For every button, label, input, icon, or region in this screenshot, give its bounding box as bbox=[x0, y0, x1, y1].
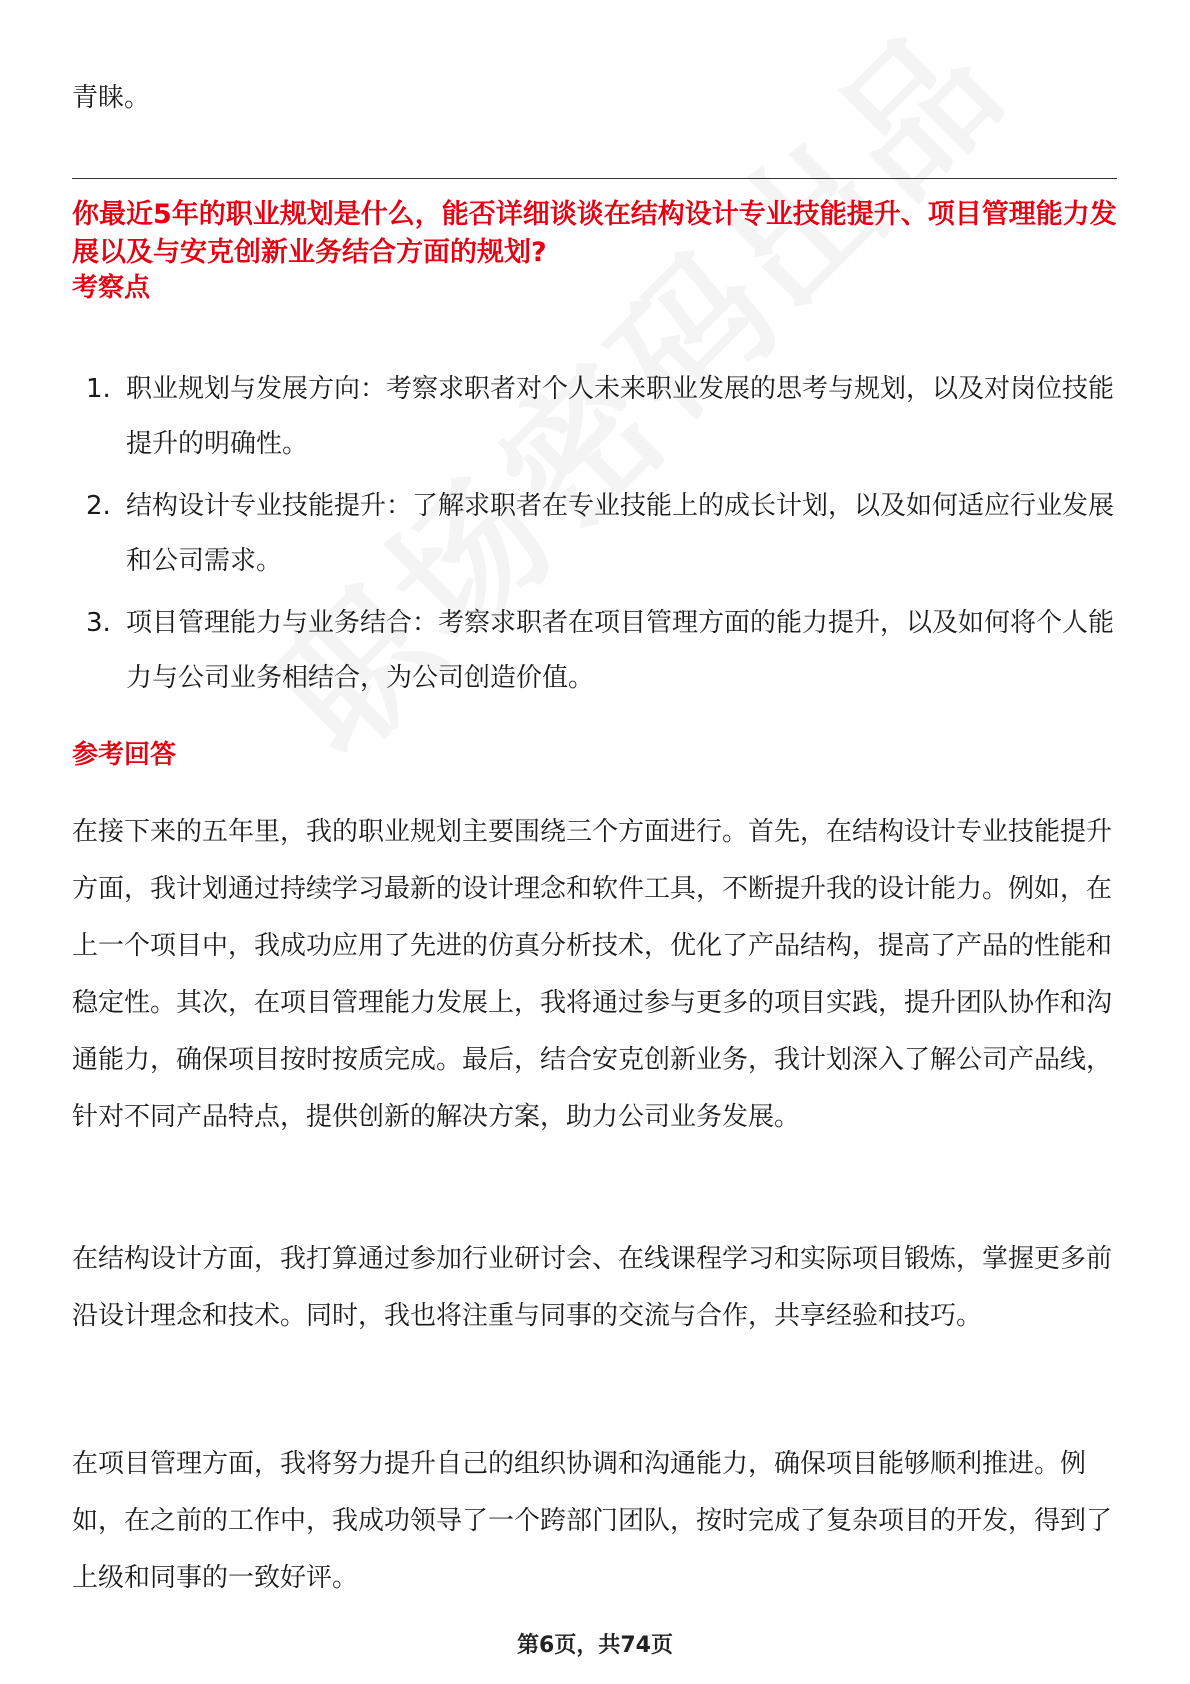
answer-paragraph: 在项目管理方面，我将努力提升自己的组织协调和沟通能力，确保项目能够顺利推进。例如，在之前的工作中，我成功领导了一个跨部门团队，按时完成了复杂项目的开发，得到了上级和同事的一致好评。 bbox=[72, 1449, 1113, 1593]
previous-paragraph-tail: 青睐。 bbox=[72, 83, 151, 113]
assessment-list bbox=[72, 362, 1117, 713]
list-item-text: 项目管理能力与业务结合：考察求职者在项目管理方面的能力提升，以及如何将个人能力与公司业务相结合，为公司创造价值。 bbox=[126, 608, 1115, 693]
list-item bbox=[72, 362, 1117, 472]
list-item-text: 职业规划与发展方向：考察求职者对个人未来职业发展的思考与规划，以及对岗位技能提升的明确性。 bbox=[126, 374, 1115, 459]
reference-answer-heading: 参考回答 bbox=[72, 740, 177, 770]
answer-paragraph: 在结构设计方面，我打算通过参加行业研讨会、在线课程学习和实际项目锻炼，掌握更多前沿设计理念和技术。同时，我也将注重与同事的交流与合作，共享经验和技巧。 bbox=[72, 1244, 1113, 1331]
list-item bbox=[72, 596, 1117, 706]
list-item-text: 结构设计专业技能提升：了解求职者在专业技能上的成长计划，以及如何适应行业发展和公司需求。 bbox=[126, 491, 1115, 576]
interview-question: 你最近5年的职业规划是什么，能否详细谈谈在结构设计专业技能提升、项目管理能力发展以及与安克创新业务结合方面的规划? bbox=[72, 199, 1117, 268]
section-divider bbox=[72, 178, 1117, 179]
assessment-heading: 考察点 bbox=[72, 273, 151, 303]
page-number: 第6页，共74页 bbox=[517, 1633, 673, 1658]
list-item-number: 2. bbox=[86, 491, 111, 521]
list-item-number: 3. bbox=[86, 608, 111, 638]
answer-paragraph: 在接下来的五年里，我的职业规划主要围绕三个方面进行。首先，在结构设计专业技能提升方面，我计划通过持续学习最新的设计理念和软件工具，不断提升我的设计能力。例如，在上一个项目中，我成功应用了先进的仿真分析技术，优化了产品结构，提高了产品的性能和稳定性。其次，在项目管理能力发展上，我将通过参与更多的项目实践，提升团队协作和沟通能力，确保项目按时按质完成。最后，结合安克创新业务，我计划深入了解公司产品线，针对不同产品特点，提供创新的解决方案，助力公司业务发展。 bbox=[72, 817, 1113, 1132]
list-item-number: 1. bbox=[86, 374, 111, 404]
list-item bbox=[72, 479, 1117, 589]
